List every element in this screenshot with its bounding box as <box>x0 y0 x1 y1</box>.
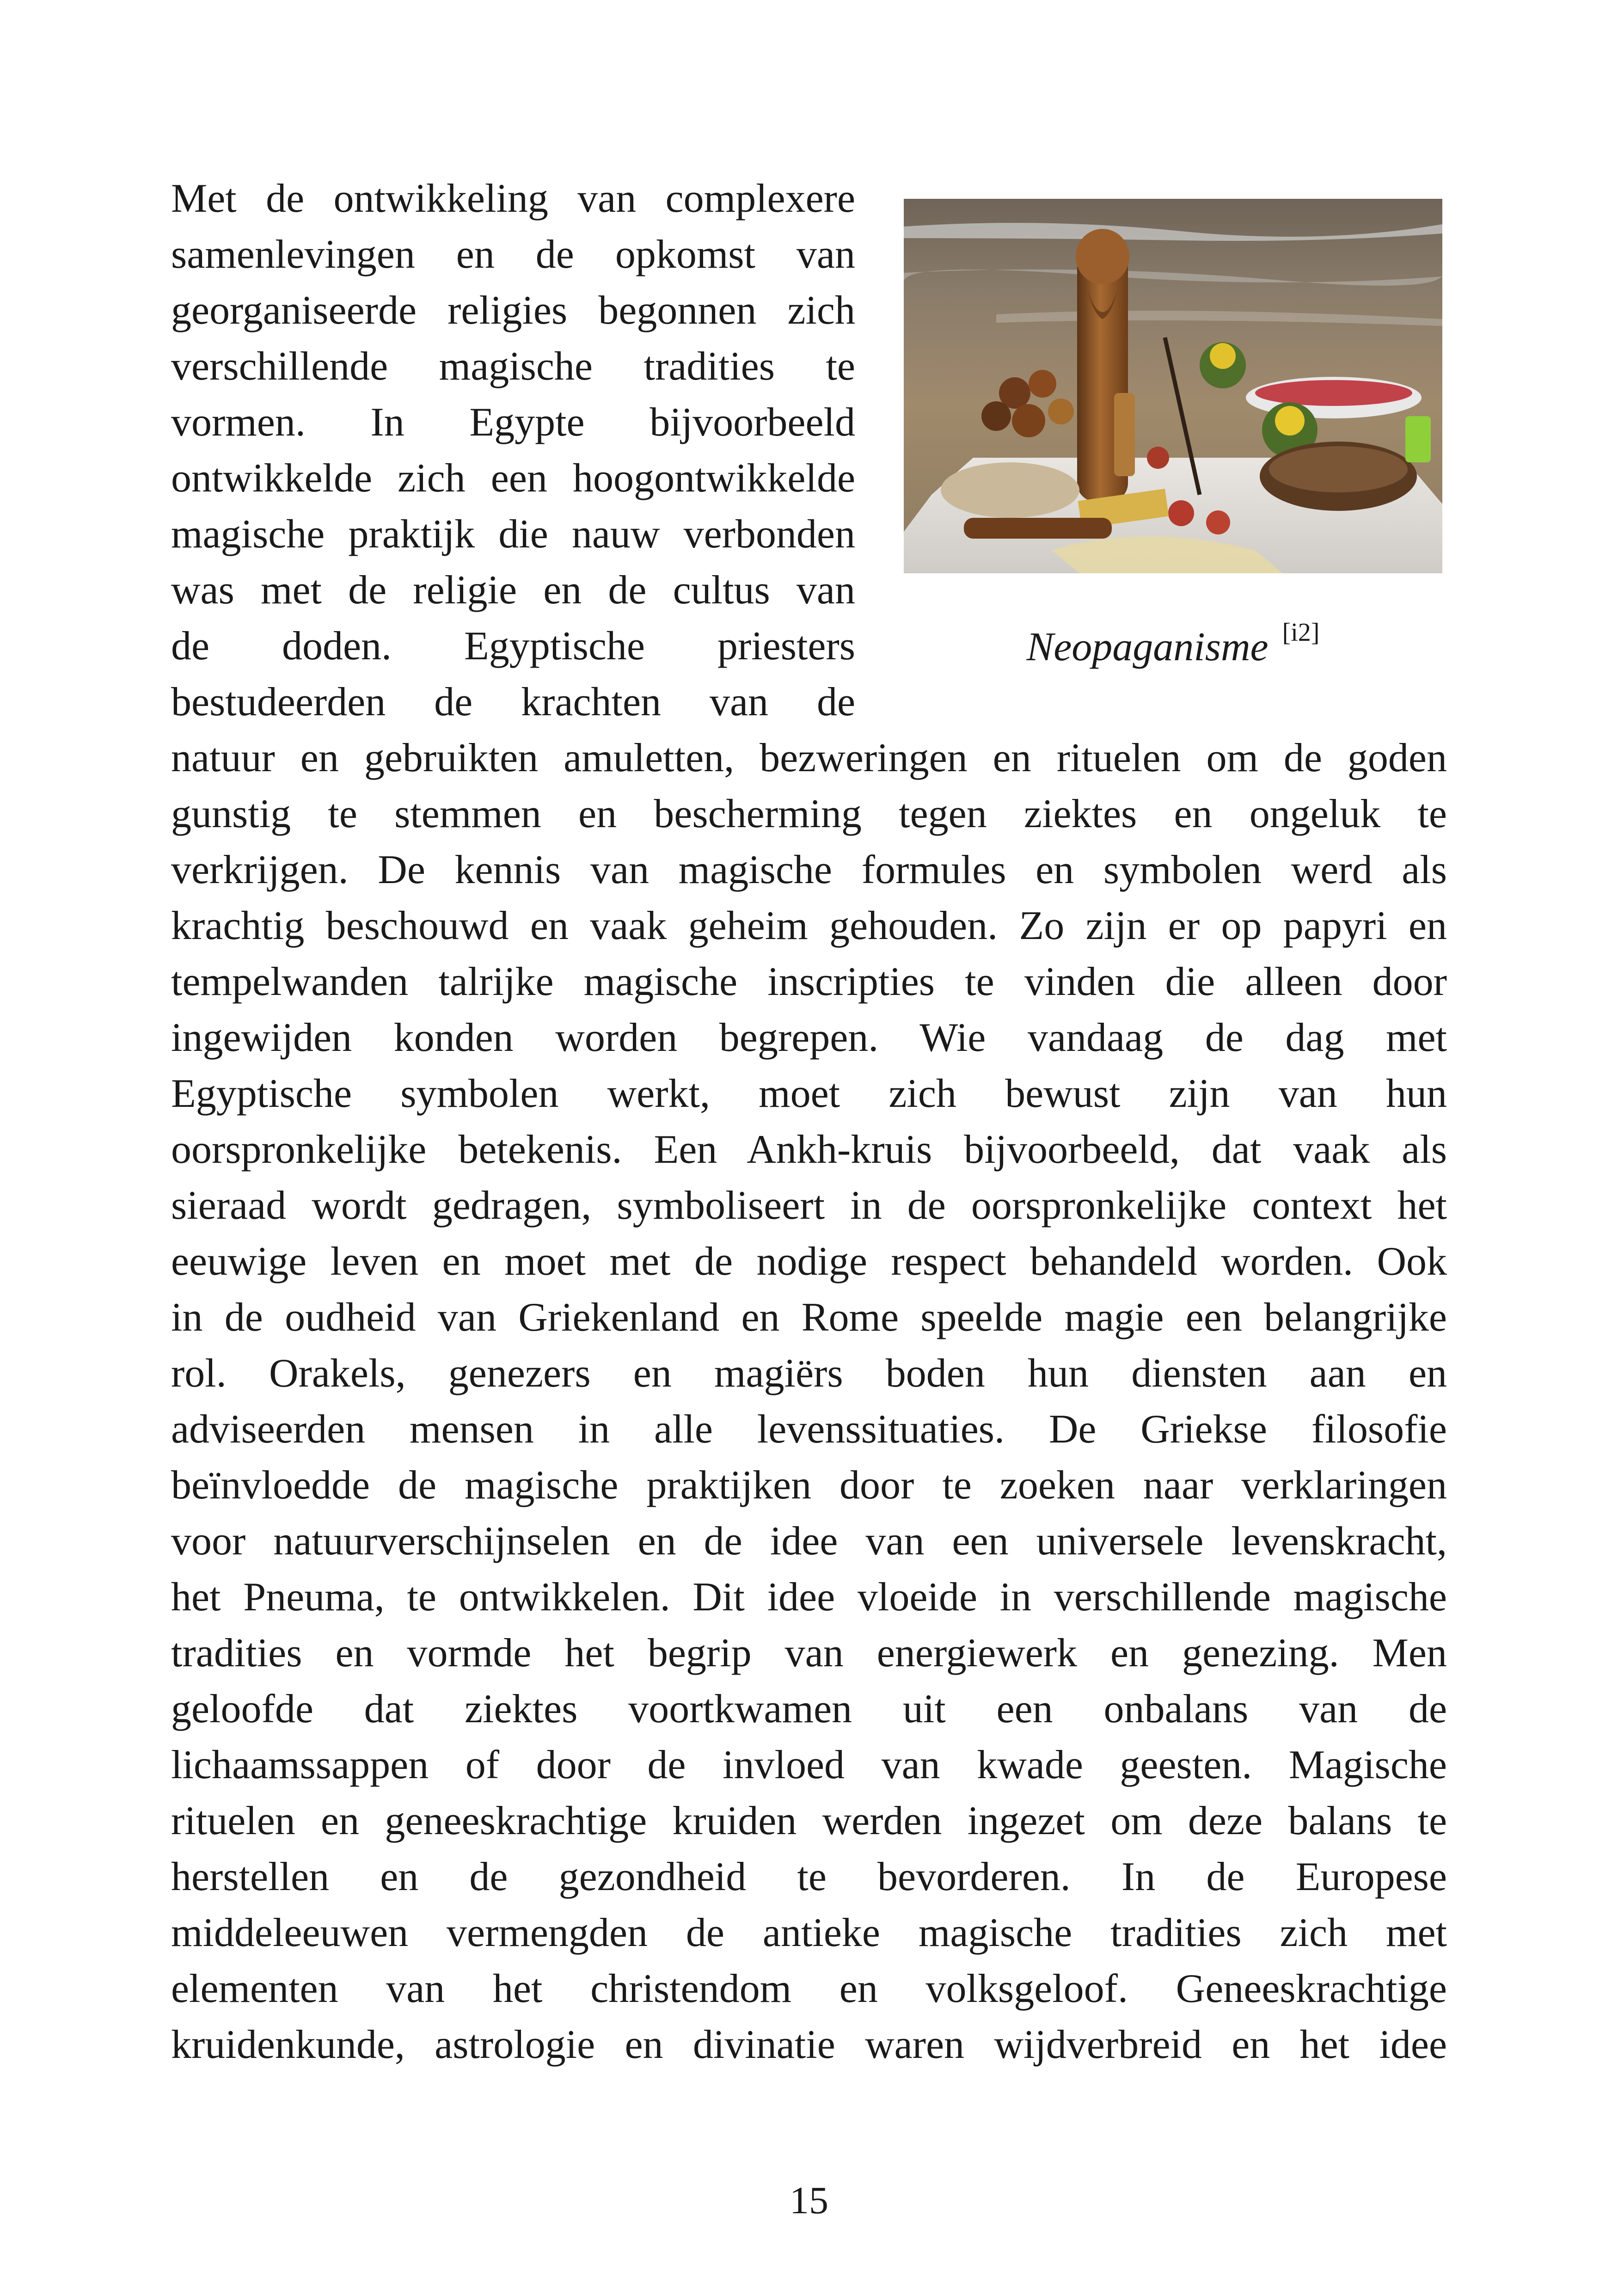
body-line: de doden. Egyptische priesters <box>171 624 855 669</box>
body-line: magische praktijk die nauw verbonden <box>171 512 855 557</box>
body-line: ingewijden konden worden begrepen. Wie vandaag de dag met <box>171 1015 1447 1060</box>
body-line: ontwikkelde zich een hoogontwikkelde <box>171 456 855 501</box>
body-line: oorspronkelijke betekenis. Een Ankh-kruis bijvoorbeeld, dat vaak als <box>171 1127 1447 1172</box>
body-line: gunstig te stemmen en bescherming tegen ziektes en ongeluk te <box>171 792 1447 836</box>
body-line: geloofde dat ziektes voortkwamen uit een onbalans van de <box>171 1687 1447 1731</box>
body-line: beïnvloedde de magische praktijken door te zoeken naar verklaringen <box>171 1463 1447 1508</box>
body-line: verschillende magische tradities te <box>171 344 855 389</box>
body-line: herstellen en de gezondheid te bevorderen. In de Europese <box>171 1854 1447 1899</box>
caption-text: Neopaganisme <box>1026 625 1269 669</box>
body-line: sieraad wordt gedragen, symboliseert in de oorspronkelijke context het <box>171 1183 1447 1228</box>
body-line: lichaamssappen of door de invloed van kwade geesten. Magische <box>171 1743 1447 1787</box>
body-line: krachtig beschouwd en vaak geheim gehouden. Zo zijn er op papyri en <box>171 903 1447 948</box>
body-line: het Pneuma, te ontwikkelen. Dit idee vloeide in verschillende magische <box>171 1575 1447 1620</box>
body-line: georganiseerde religies begonnen zich <box>171 288 855 333</box>
body-line: in de oudheid van Griekenland en Rome speelde magie een belangrijke <box>171 1295 1447 1340</box>
neopaganism-altar-image <box>904 199 1442 573</box>
body-line: tradities en vormde het begrip van energiewerk en genezing. Men <box>171 1631 1447 1676</box>
body-line: Egyptische symbolen werkt, moet zich bewust zijn van hun <box>171 1071 1447 1116</box>
body-line: tempelwanden talrijke magische inscripties te vinden die alleen door <box>171 959 1447 1004</box>
page-number: 15 <box>790 2179 828 2222</box>
body-line: middeleeuwen vermengden de antieke magische tradities zich met <box>171 1910 1447 1955</box>
body-line: verkrijgen. De kennis van magische formules en symbolen werd als <box>171 847 1447 892</box>
figure-caption <box>904 620 1442 668</box>
body-line: Met de ontwikkeling van complexere <box>171 176 855 221</box>
caption-reference: [i2] <box>1282 618 1320 647</box>
body-line: vormen. In Egypte bijvoorbeeld <box>171 400 855 445</box>
body-line: rol. Orakels, genezers en magiërs boden hun diensten aan en <box>171 1351 1447 1396</box>
body-line: adviseerden mensen in alle levenssituaties. De Griekse filosofie <box>171 1407 1447 1452</box>
body-line: bestudeerden de krachten van de <box>171 680 855 724</box>
body-line: rituelen en geneeskrachtige kruiden werden ingezet om deze balans te <box>171 1799 1447 1843</box>
body-line: kruidenkunde, astrologie en divinatie waren wijdverbreid en het idee <box>171 2022 1447 2067</box>
body-line: was met de religie en de cultus van <box>171 568 855 613</box>
body-line: samenlevingen en de opkomst van <box>171 232 855 277</box>
body-line: elementen van het christendom en volksgeloof. Geneeskrachtige <box>171 1966 1447 2011</box>
body-line: voor natuurverschijnselen en de idee van een universele levenskracht, <box>171 1519 1447 1564</box>
body-line: natuur en gebruikten amuletten, bezweringen en rituelen om de goden <box>171 736 1447 780</box>
figure <box>904 199 1442 669</box>
body-line: eeuwige leven en moet met de nodige respect behandeld worden. Ook <box>171 1239 1447 1284</box>
